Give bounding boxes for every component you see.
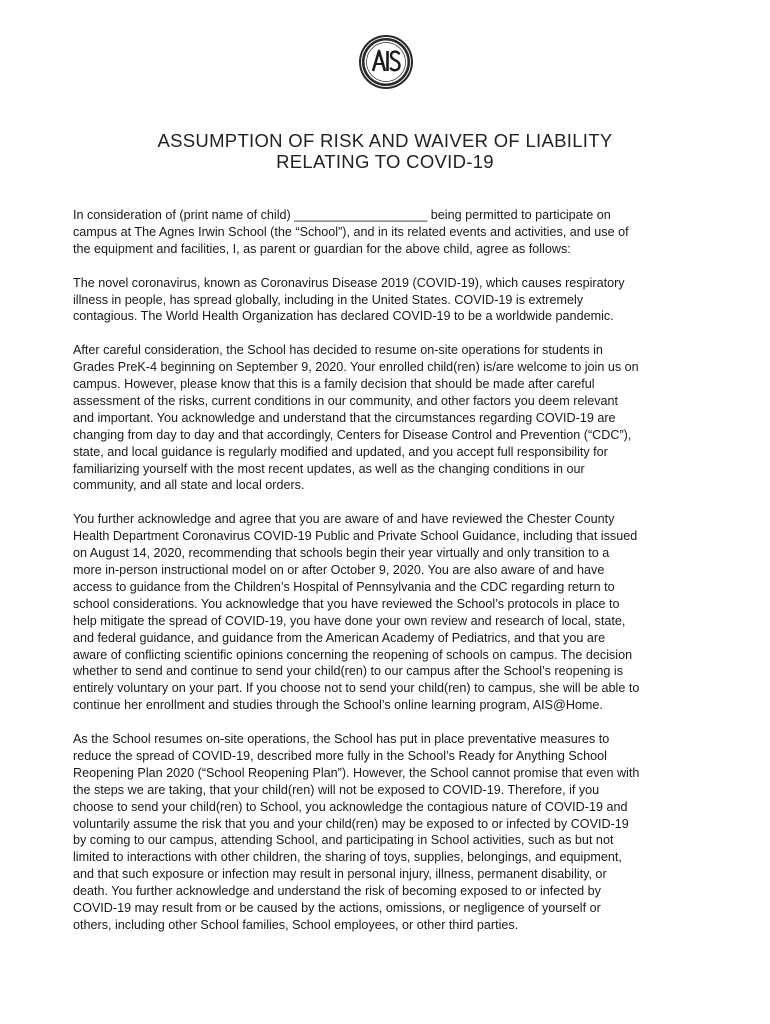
paragraph-assumption-of-risk [73, 731, 703, 934]
text-line: by coming to our campus, attending School, and participating in School activities, such as but not [73, 833, 614, 848]
text-line: continue her enrollment and studies through the School’s online learning program, AIS@Home. [73, 698, 603, 713]
text-line: death. You further acknowledge and understand the risk of becoming exposed to or infected by [73, 884, 601, 899]
paragraph-guidance [73, 511, 703, 714]
text-line: The novel coronavirus, known as Coronavirus Disease 2019 (COVID-19), which causes respiratory [73, 275, 625, 290]
text-line: and important. You acknowledge and understand that the circumstances regarding COVID-19 are [73, 410, 616, 425]
title-line-2: RELATING TO COVID-19 [276, 151, 494, 172]
text-line: COVID-19 may result from or be caused by the actions, omissions, or negligence of yourself or [73, 901, 601, 916]
text-line: community, and all state and local orders. [73, 478, 305, 493]
text-line: others, including other School families, School employees, or other third parties. [73, 918, 519, 932]
text-line: Reopening Plan 2020 (“School Reopening Plan”). However, the School cannot promise that even with [73, 765, 640, 780]
text-line: contagious. The World Health Organization has declared COVID-19 to be a worldwide pandemic. [73, 309, 614, 324]
text-line: limited to interactions with other children, the sharing of toys, supplies, belongings, and equipment, [73, 850, 622, 865]
text-line: campus. However, please know that this is a family decision that should be made after careful [73, 377, 595, 392]
document-title [60, 130, 710, 172]
paragraph-consideration [73, 207, 703, 258]
text-line: Grades PreK-4 beginning on September 9, 2020. Your enrolled child(ren) is/are welcome to join us on [73, 360, 639, 375]
text-line: You further acknowledge and agree that you are aware of and have reviewed the Chester County [73, 512, 615, 527]
text-line: familiarizing yourself with the most recent updates, as well as the changing conditions in our [73, 461, 585, 476]
text-line: help mitigate the spread of COVID-19, you have done your own review and research of local, state, [73, 613, 626, 628]
text-line: campus at The Agnes Irwin School (the “School”), and in its related events and activities, and use of [73, 224, 629, 239]
text-line: After careful consideration, the School has decided to resume on-site operations for students in [73, 343, 603, 358]
paragraph-coronavirus [73, 275, 703, 326]
text-line: and federal guidance, and guidance from the American Academy of Pediatrics, and that you are [73, 630, 606, 645]
ais-seal-logo-icon [358, 34, 414, 90]
text-line: access to guidance from the Children’s Hospital of Pennsylvania and the CDC regarding return to [73, 579, 615, 594]
text-line: Health Department Coronavirus COVID-19 Public and Private School Guidance, including that issued [73, 529, 638, 544]
text-line: and that such exposure or infection may result in personal injury, illness, permanent disability, or [73, 867, 607, 882]
text-line: illness in people, has spread globally, including in the United States. COVID-19 is extremely [73, 292, 584, 307]
title-line-1: ASSUMPTION OF RISK AND WAIVER OF LIABILITY [157, 130, 613, 151]
text-line: state, and local guidance is regularly modified and updated, and you accept full responsibility for [73, 444, 608, 459]
text-line: changing from day to day and that accordingly, Centers for Disease Control and Prevention (“CDC”), [73, 427, 632, 442]
text-line: aware of conflicting scientific opinions concerning the reopening of schools on campus. The decision [73, 647, 633, 662]
text-line: voluntarily assume the risk that you and your child(ren) may be exposed to or infected by COVID-19 [73, 816, 629, 831]
text-line: on August 14, 2020, recommending that schools begin their year virtually and only transition to a [73, 546, 610, 561]
document-body [73, 207, 703, 951]
text-line: whether to send and continue to send your child(ren) to our campus after the School’s reopening is [73, 664, 624, 679]
text-line: In consideration of (print name of child) ___________________ being permitted to participate on [73, 208, 611, 222]
paragraph-reopening-decision [73, 342, 703, 494]
text-line: assessment of the risks, current conditions in our community, and other factors you deem relevant [73, 393, 619, 408]
text-line: the equipment and facilities, I, as parent or guardian for the above child, agree as follows: [73, 241, 571, 256]
text-line: entirely voluntary on your part. If you choose not to send your child(ren) to campus, she will be able to [73, 681, 640, 696]
text-line: choose to send your child(ren) to School, you acknowledge the contagious nature of COVID-19 and [73, 799, 628, 814]
text-line: more in-person instructional model on or after October 9, 2020. You are also aware of and have [73, 562, 605, 577]
text-line: the steps we are taking, that your child(ren) will not be exposed to COVID-19. Therefore, if you [73, 782, 600, 797]
text-line: school considerations. You acknowledge that you have reviewed the School’s protocols in place to [73, 596, 620, 611]
text-line: As the School resumes on-site operations, the School has put in place preventative measures to [73, 732, 610, 747]
text-line: reduce the spread of COVID-19, described more fully in the School’s Ready for Anything School [73, 748, 607, 763]
